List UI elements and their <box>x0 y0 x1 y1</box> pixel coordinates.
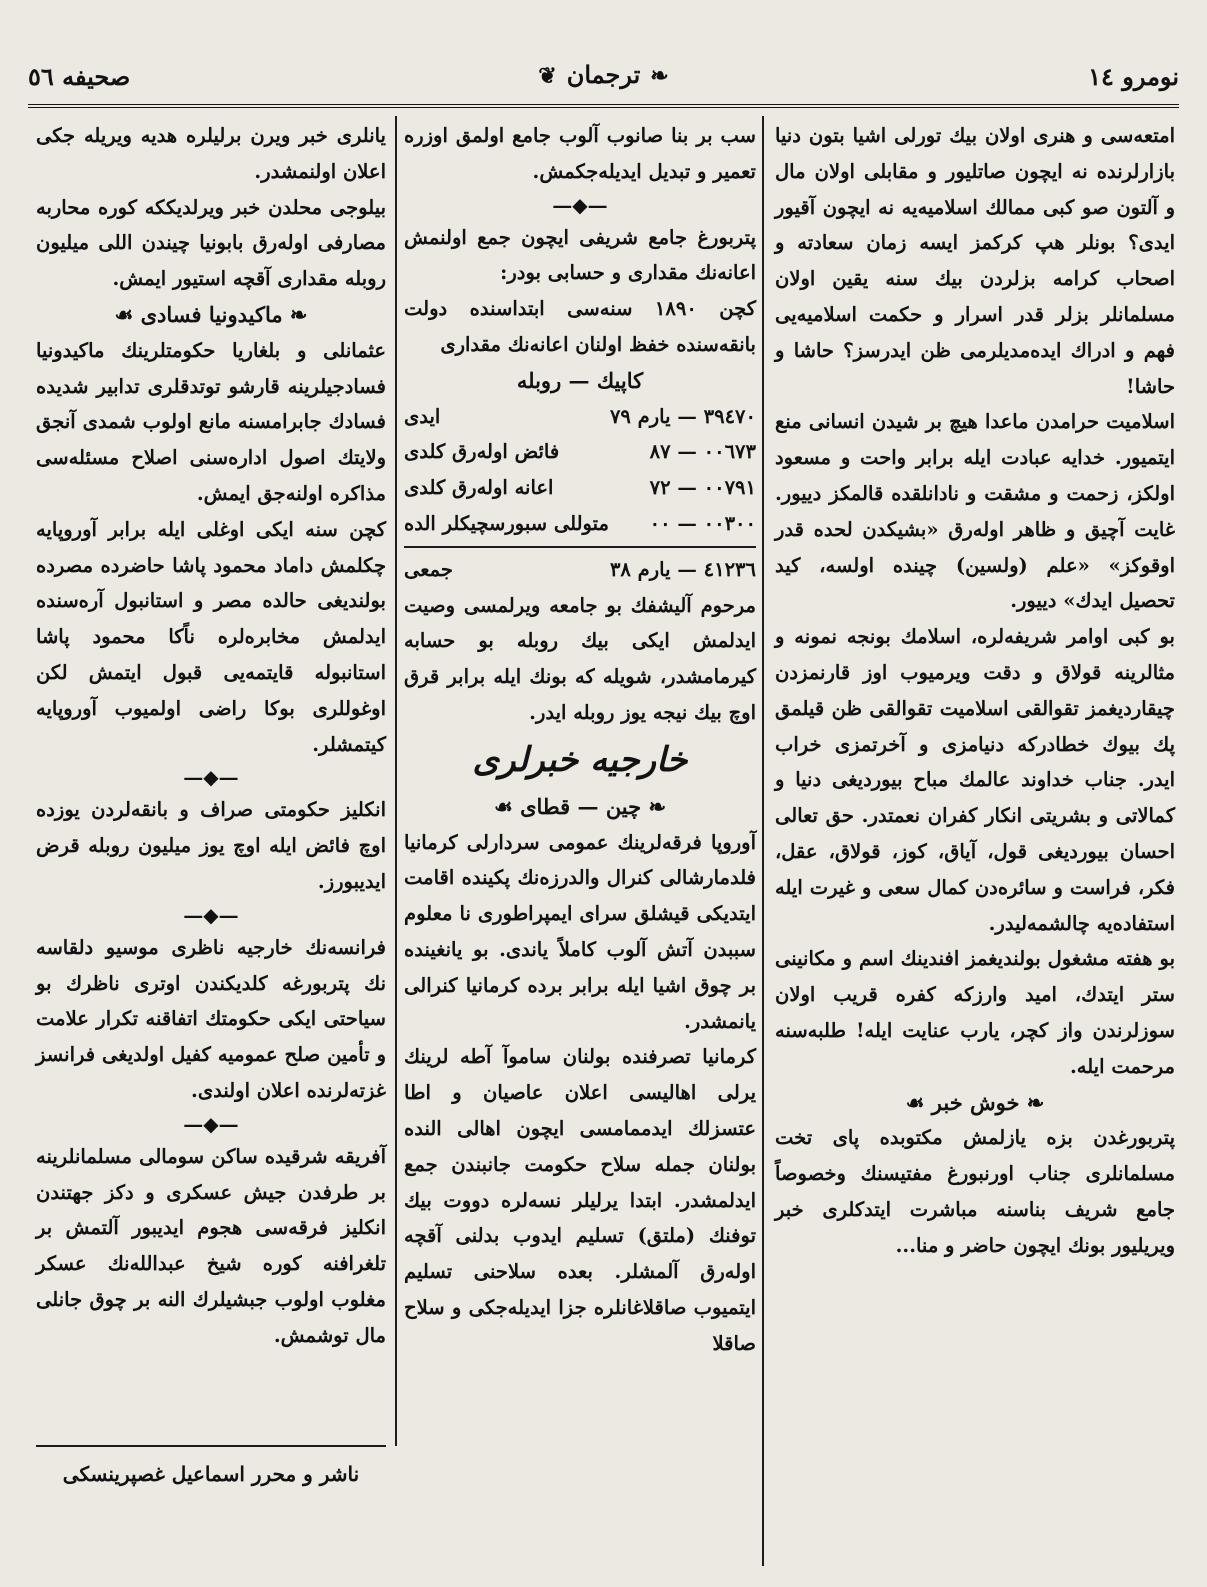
table-label: متوللی سبورسچیکلر الده <box>404 511 609 535</box>
header-rule <box>28 104 1179 108</box>
table-value: ٠٠٦٧٣ — ٨٧ <box>649 440 756 464</box>
footer-rule <box>36 1445 386 1447</box>
table-rule <box>404 546 756 548</box>
issue-number: نومرو ١٤ <box>1088 62 1179 91</box>
article-paragraph: سب بر بنا صانوب آلوب جامع اولمق اوزره تعمیر و تبدیل ایدیله‌جکمش. <box>404 124 756 183</box>
column-left <box>36 118 386 1354</box>
flourish-icon: ☙ <box>114 301 134 327</box>
section-heading <box>36 297 386 333</box>
article-paragraph: کچن ١٨٩٠ سنه‌سی ابتداسنده دولت بانقه‌سنده خفظ اولنان اعانه‌نك مقداری <box>404 297 756 356</box>
diamond-separator: —◆— <box>183 1111 239 1136</box>
table-header: کاپیك — روبله <box>516 367 644 393</box>
article-paragraph: پتربورغدن بزه یازلمش مکتوبده پای تخت مسلمانلری جناب اورنبورغ مفتیسنك وخصوصاً جامع شریف بناسنه مباشرت ایتدکلری خبر ویریلیور بونك ایچون حاضر و منا... <box>775 1126 1175 1257</box>
article-paragraph: آفریقه شرقیده ساکن سومالی مسلمانلرینه بر طرفدن جیش عسکری و دکز جهتندن انکلیز فرقه‌سی هجوم ایدیبور آلتمش بر تلغرافنه کوره شیخ عبدالله‌نك عسکر مغلوب اولوب جبشیلرك النه بر چوق جانلی مال توشمش. <box>36 1144 386 1347</box>
table-value: ۳۹٤۷۰ — یارم ۷۹ <box>609 404 756 428</box>
article-paragraph: بو هفته مشغول بولندیغمز افندینك اسم و مکانینی ستر ایتدك، امید وارزکه کفره قریب اولان سوزلرندن واز کچر، یارب عنایت ایله! طلبه‌سنه مرحمت ایله. <box>775 947 1175 1078</box>
article-paragraph: کرمانیا تصرفنده بولنان ساموآ آطه لرینك یرلی اهالیسی اعلان عاصیان و اطا عتسزلك ایدممامسی ایچون اهالی النده بولنان جمله سلاح حکومت جانبندن جمع ایدلمشدر. ابتدا یرلیلر نسه‌لره دووت بیك توفنك (ملتق) تسلیم ایدوب بدلنی آقچه اوله‌رق آلمشلر. بعده سلاحنی تسلیم ایتمیوب صاقلاغانلره جزا ایدیله‌جکی و سلاح صاقلا <box>404 1045 756 1355</box>
article-paragraph: یانلری خبر ویرن برلیلره هدیه ویریله جکی اعلان اولنمشدر. <box>36 124 386 183</box>
news-heading <box>775 1085 1175 1121</box>
sub-heading <box>404 789 756 825</box>
article-paragraph: کچن سنه ایکی اوغلی ایله برابر آوروپایه چکلمش داماد محمود پاشا حاضرده مصرده بولندیغی حالده مصر و استانبول آره‌سنده ایدلمش مخابره‌لره ناًکا محمود پاشا استانبوله قایتمه‌یی قبول ایتمش لکن اوغوللری بوکا راضی اولمیوب آوروپایه کیتمشلر. <box>36 517 386 756</box>
flourish-icon: ❧ <box>648 793 667 819</box>
article-paragraph: فرانسه‌نك خارجیه ناظری موسیو دلقاسه نك پتربورغه کلدیکندن اوتری ناظرك بو سیاحتی ایکی حکومتك اتفاقنه تکرار علامت و تأمین صلح عمومیه کفیل اولدیغی فرانسز غزته‌لرنده اعلان اولندی. <box>36 935 386 1102</box>
column-divider <box>762 116 764 1566</box>
article-paragraph: آوروپا فرقه‌لرینك عمومی سردارلی کرمانیا فلدمارشالی کنرال والدرزه‌نك پکینده اقامت ایتدیکی قیشلق سرای ایمپراطوری نا معلوم سببدن آتش آلوب کاملاً یاندی. بو یانغینده بر چوق اشیا ایله برابر برده کرمانیا کنرالی یانمشدر. <box>404 830 756 1033</box>
table-total-row <box>404 552 756 588</box>
sub-heading-text: چین — قطای <box>520 793 642 819</box>
table-label: اعانه اوله‌رق کلدی <box>404 476 554 500</box>
table-row <box>404 470 756 506</box>
page-header <box>28 58 1179 106</box>
article-paragraph: بو کبی اوامر شریفه‌لره، اسلامك بونجه نمونه و مثالرینه قولاق و دقت ویرمیوب اوز قارنمزدن چیقاردیغمز تقوالقی اسلامیت تقوالقی ظن قیلمق پك بیوك خطادرکه دنیامزی و آخرتمزی خراب ایدر. جناب خداوند عالمك مباح بیوردیغی دنیا و کمالاتی و بشریتی انکار کفران نعمتدر. حق تعالی احسان بیوردیغی قول، آیاق، کوز، قولاق، عقل، فکر، فراست و سائره‌دن کمال سعی و غیرت ایله استفاده‌یه چالشمه‌لیدر. <box>775 625 1175 935</box>
article-paragraph: پتربورغ جامع شریفی ایچون جمع اولنمش اعانه‌نك مقداری و حسابی بودر: <box>404 225 756 285</box>
page-number: صحیفه ٥٦ <box>28 62 131 91</box>
article-paragraph: بیلوجی محلدن خبر ویرلدیککه کوره محاربه مصارفی اوله‌رق بابونیا چیندن اللی میلیون روبله مقداری آقچه استیور ایمش. <box>36 195 386 291</box>
flourish-icon: ❧ <box>1026 1089 1045 1115</box>
section-heading-text: ماکیدونیا فسادی <box>140 301 283 327</box>
table-label: فائض اوله‌رق کلدی <box>404 440 560 464</box>
column-middle <box>404 118 756 1362</box>
diamond-separator: —◆— <box>552 192 608 217</box>
table-row <box>404 434 756 470</box>
table-row <box>404 506 756 542</box>
column-divider <box>395 116 397 1446</box>
article-paragraph: اسلامیت حرامدن ماعدا هیچ بر شیدن انسانی منع ایتمیور. خدایه عبادت ایله برابر واحت و مسعود اولکز، زحمت و مشقت و نادانلقده قالمکز دییور. غایت آچیق و ظاهر اوله‌رق «بشیکدن لحده قدر اوقوکز» «علم (ولسین) چینده اولسه، کید تحصیل ایدك» دییور. <box>775 410 1175 613</box>
ornament-icon: ❧ <box>650 63 669 89</box>
section-title: خارجیه خبرلری <box>472 739 688 780</box>
article-paragraph: مرحوم آلیشفك بو جامعه ویرلمسی وصیت ایدلمش ایکی بیك روبله بو حسابه کیرمامشدر، شویله که بونك ایله برابر قرق اوچ بیك نیجه یوز روبله ایدر. <box>404 593 756 724</box>
table-label: ایدی <box>404 404 441 428</box>
publisher-footer: ناشر و محرر اسماعیل غصپرینسکی <box>62 1462 360 1486</box>
article-paragraph: انکلیز حکومتی صراف و بانقه‌لردن یوزده اوچ فائض ایله اوچ یوز میلیون روبله قرض ایدیبورز. <box>36 798 386 893</box>
flourish-icon: ☙ <box>905 1089 925 1115</box>
news-heading-text: خوش خبر <box>931 1089 1020 1115</box>
ornament-icon: ❦ <box>538 63 557 89</box>
article-paragraph: امتعه‌سی و هنری اولان بیك تورلی اشیا بتون دنیا بازارلرنده نه ایچون صاتلیور و مقابلی اولان مال و آلتون صو کبی ممالك اسلامیه‌یه نه ایچون آقیور ایدی؟ بونلر هپ کرکمز ایسه زمان سعادته و اصحاب کرامه بزلردن بیك سنه یقین اولان مسلمانلر بزلر قدر اسرار و حکمت اسلامیه‌یی فهم و ادراك ایده‌مدیلرمی ظن ایدرسز؟ حاشا و حاشا! <box>775 124 1175 398</box>
table-value: ٠٠٣٠٠ — ٠٠ <box>649 511 756 535</box>
diamond-separator: —◆— <box>183 902 239 927</box>
diamond-separator: —◆— <box>183 765 239 790</box>
table-row <box>404 399 756 435</box>
table-total-value: ٤١٢٣٦ — یارم ٣٨ <box>609 557 756 581</box>
flourish-icon: ❧ <box>289 301 308 327</box>
masthead-title-text: ترجمان <box>566 60 641 89</box>
article-paragraph: عثمانلی و بلغاریا حکومتلرینك ماکیدونیا فسادجیلرینه قارشو توتدقلری تدابیر شدیده فسادك جابرامسنه مانع اولوب شمدی آنجق ولایتك اصول اداره‌سنی اصلاح مسئله‌سی مذاکره اولنه‌جق ایمش. <box>36 338 386 505</box>
column-right <box>775 118 1175 1264</box>
table-value: ٠٠٧٩١ — ٧٢ <box>649 476 756 500</box>
flourish-icon: ☙ <box>493 793 513 819</box>
masthead-title <box>28 60 1179 89</box>
table-total-label: جمعی <box>404 557 453 581</box>
